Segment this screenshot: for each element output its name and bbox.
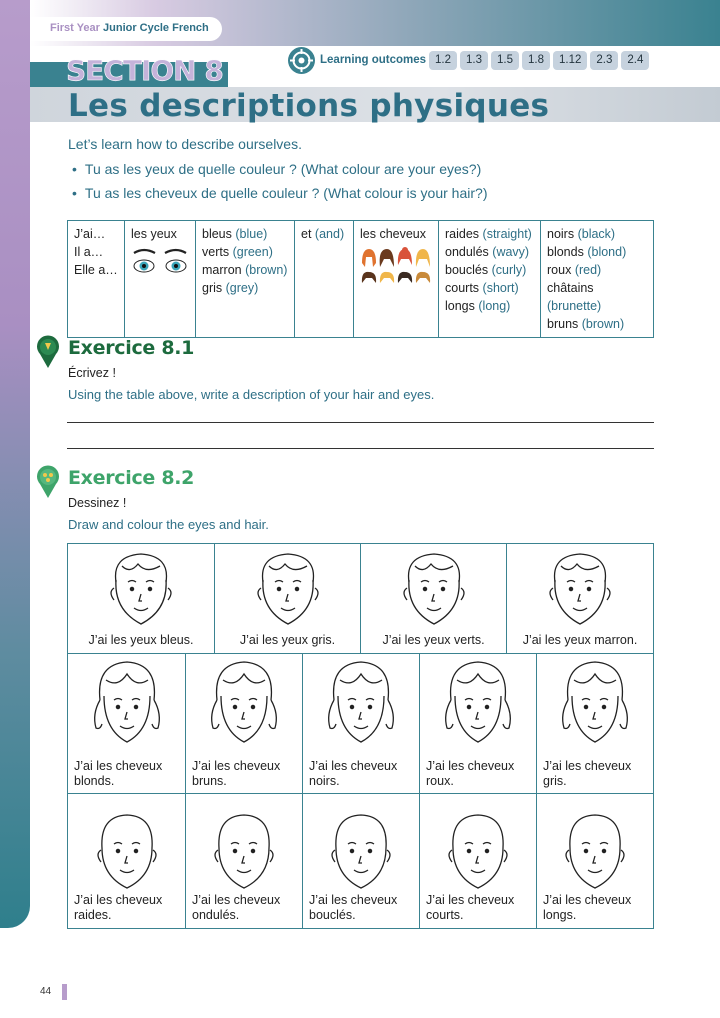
drawing-caption: J’ai les cheveux bruns.	[192, 759, 281, 788]
outcome-badge: 1.2	[429, 51, 457, 70]
exercise-1-instruction: Using the table above, write a description of your hair and eyes.	[68, 387, 435, 402]
bald-face-icon	[92, 812, 162, 890]
learning-outcome-badges	[429, 51, 649, 70]
girl-face-icon	[322, 658, 400, 754]
exercise-2-instruction: Draw and colour the eyes and hair.	[68, 517, 269, 532]
hair-styles-icon	[360, 247, 432, 293]
vocabulary-table	[67, 220, 654, 338]
hair-type-row	[68, 794, 653, 928]
eye-colour-blue: bleus (blue)	[202, 227, 268, 241]
drawing-cell[interactable]	[507, 544, 653, 653]
boy-face-icon	[537, 548, 623, 630]
subject-jai: J’ai…	[74, 227, 106, 241]
book-title: Junior Cycle French	[103, 22, 209, 34]
target-icon	[288, 47, 315, 74]
bald-face-icon	[209, 812, 279, 890]
section-label: SECTION 8	[66, 54, 223, 87]
bald-face-icon	[326, 812, 396, 890]
eye-colour-brown: marron (brown)	[202, 263, 288, 277]
outcome-badge: 1.3	[460, 51, 488, 70]
drawing-cell[interactable]	[361, 544, 507, 653]
drawing-caption: J’ai les yeux verts.	[382, 633, 485, 647]
hair-colour-brunette: châtains (brunette)	[547, 281, 602, 313]
intro-lead: Let’s learn how to describe ourselves.	[68, 136, 302, 152]
exercise-1-command: Écrivez !	[68, 366, 116, 380]
drawing-caption: J’ai les cheveux roux.	[426, 759, 515, 788]
drawing-cell[interactable]	[186, 654, 303, 793]
outcome-badge: 2.4	[621, 51, 649, 70]
boy-face-icon	[98, 548, 184, 630]
drawing-caption: J’ai les cheveux noirs.	[309, 759, 398, 788]
eye-colour-green: verts (green)	[202, 245, 273, 259]
girl-face-icon	[205, 658, 283, 754]
page-number-marker	[62, 984, 67, 1000]
drawing-caption: J’ai les cheveux raides.	[74, 893, 163, 922]
page-title: Les descriptions physiques	[68, 88, 550, 124]
drawing-caption: J’ai les cheveux bouclés.	[309, 893, 398, 922]
girl-face-icon	[556, 658, 634, 754]
answer-line[interactable]	[67, 448, 654, 449]
hair-types-cell	[439, 221, 541, 338]
hair-colour-black: noirs (black)	[547, 227, 616, 241]
drawing-cell[interactable]	[420, 654, 537, 793]
girl-face-icon	[439, 658, 517, 754]
hair-type-short: courts (short)	[445, 281, 519, 295]
outcome-badge: 1.8	[522, 51, 550, 70]
outcome-badge: 1.12	[553, 51, 587, 70]
drawing-cell[interactable]	[68, 794, 186, 928]
left-color-band	[0, 0, 30, 928]
drawing-cell[interactable]	[537, 654, 653, 793]
subject-il-a: Il a…	[74, 245, 104, 259]
hair-type-curly: bouclés (curly)	[445, 263, 527, 277]
girl-face-icon	[88, 658, 166, 754]
exercise-1-title: Exercice 8.1	[68, 337, 195, 359]
hair-colour-red: roux (red)	[547, 263, 602, 277]
book-year: First Year	[50, 22, 100, 34]
hair-type-straight: raides (straight)	[445, 227, 532, 241]
drawing-caption: J’ai les yeux gris.	[239, 633, 336, 647]
bullet-hair-question: • Tu as les cheveux de quelle couleur ? (What colour is your hair?)	[72, 185, 487, 209]
eyes-cell	[125, 221, 196, 338]
bullet-eyes-question: • Tu as les yeux de quelle couleur ? (What colour are your eyes?)	[72, 161, 487, 185]
drawing-cell[interactable]	[303, 794, 420, 928]
outcome-badge: 2.3	[590, 51, 618, 70]
subject-elle-a: Elle a…	[74, 263, 118, 277]
drawing-caption: J’ai les cheveux gris.	[543, 759, 632, 788]
drawing-cell[interactable]	[537, 794, 653, 928]
boy-face-icon	[245, 548, 331, 630]
drawing-caption: J’ai les yeux marron.	[522, 633, 638, 647]
exercise-2-command: Dessinez !	[68, 496, 127, 510]
hair-colour-row	[68, 654, 653, 794]
drawing-cell[interactable]	[68, 544, 215, 653]
answer-line[interactable]	[67, 422, 654, 423]
hair-colours-cell	[541, 221, 654, 338]
drawing-cell[interactable]	[68, 654, 186, 793]
palette-pin-icon	[36, 465, 60, 499]
exercise-2-title: Exercice 8.2	[68, 467, 195, 489]
learning-outcomes-label: Learning outcomes	[320, 54, 427, 66]
hair-cell	[354, 221, 439, 338]
outcome-badge: 1.5	[491, 51, 519, 70]
drawing-cell[interactable]	[420, 794, 537, 928]
bald-face-icon	[443, 812, 513, 890]
drawing-caption: J’ai les cheveux ondulés.	[192, 893, 281, 922]
hair-type-long: longs (long)	[445, 299, 511, 313]
hair-type-wavy: ondulés (wavy)	[445, 245, 530, 259]
eye-colour-grey: gris (grey)	[202, 281, 259, 295]
subjects-cell	[68, 221, 125, 338]
bald-face-icon	[560, 812, 630, 890]
pencil-pin-icon	[36, 335, 60, 369]
drawing-cell[interactable]	[215, 544, 361, 653]
hair-colour-blond: blonds (blond)	[547, 245, 627, 259]
eye-colours-cell	[196, 221, 295, 338]
drawing-caption: J’ai les cheveux courts.	[426, 893, 515, 922]
drawing-cell[interactable]	[186, 794, 303, 928]
drawing-caption: J’ai les yeux bleus.	[88, 633, 194, 647]
page-number: 44	[40, 986, 52, 997]
boy-face-icon	[391, 548, 477, 630]
book-header	[30, 17, 222, 41]
eyes-icon	[131, 247, 189, 277]
drawing-cell[interactable]	[303, 654, 420, 793]
and-cell: et (and)	[295, 221, 354, 338]
eyes-label: les yeux	[131, 227, 177, 241]
eyes-row	[68, 544, 653, 654]
drawing-caption: J’ai les cheveux longs.	[543, 893, 632, 922]
intro-bullets	[72, 161, 487, 209]
drawing-grid	[67, 543, 654, 929]
drawing-caption: J’ai les cheveux blonds.	[74, 759, 163, 788]
hair-label: les cheveux	[360, 227, 427, 241]
hair-colour-brown: bruns (brown)	[547, 317, 625, 331]
